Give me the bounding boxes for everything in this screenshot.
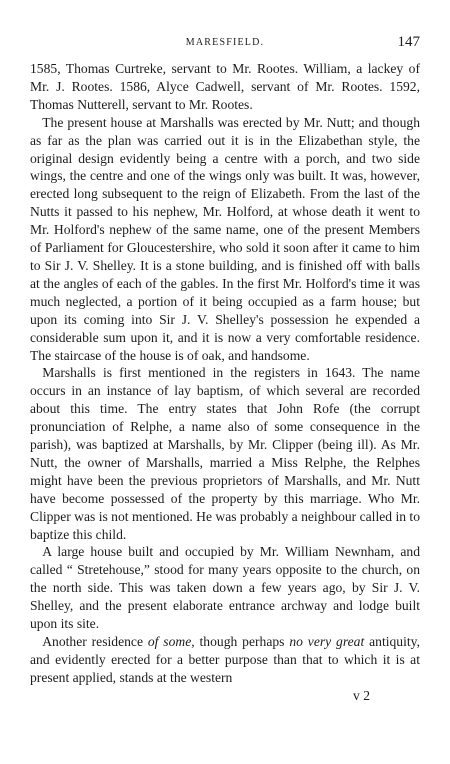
signature-mark: v 2 bbox=[353, 687, 370, 703]
paragraph-another-residence bbox=[30, 633, 420, 687]
paragraph-stretehouse: A large house built and occupied by Mr. William Newnham, and called “ Stretehouse,” stood for many years opposite to the church, on the north side. This was taken down a few years ago, by Sir J. V. Shelley, and the present elaborate entrance archway and lodge built upon its site. bbox=[30, 544, 420, 632]
text-run: , though perhaps bbox=[191, 634, 290, 649]
italic-phrase: of some bbox=[147, 634, 192, 649]
page-number: 147 bbox=[397, 34, 420, 50]
text-run: Another residence bbox=[42, 634, 148, 649]
page-header bbox=[30, 34, 420, 54]
paragraph-marshalls-house: The present house at Marshalls was erected by Mr. Nutt; and though as far as the plan was carried out it is in the Elizabethan style, the original design evidently being a centre with a porch, and two side wings, the centre and one of the wings only was built. It was, however, erected long subsequent to the reign of Elizabeth. From the last of the Nutts it passed to his nephew, Mr. Holford, at whose death it went to Mr. Holford's nephew of the same name, one of the present Members of Parliament for Gloucestershire, who sold it soon after it came to him to Sir J. V. Shelley. It is a stone building, and is finished off with balls at the angles of each of the gables. In the first Mr. Holford's time it was much neglected, a portion of it being occupied as a farm house; but upon its coming into Sir J. V. Shelley's possession he expended a considerable sum upon it, and it is now a very comfortable residence. The staircase of the house is of oak, and handsome. bbox=[30, 114, 420, 363]
italic-phrase: no very great bbox=[289, 634, 365, 649]
book-page bbox=[30, 34, 420, 705]
running-head: MARESFIELD. bbox=[185, 37, 265, 48]
paragraph-marshalls-registers: Marshalls is first mentioned in the registers in 1643. The name occurs in an instance of lay baptism, of which several are recorded about this time. The entry states that John Rofe (the corrupt pronunciation of Relphe, a name also of some consequence in the parish), was baptized at Marshalls, by Mr. Clipper (being ill). As Mr. Nutt, the owner of Marshalls, married a Miss Relphe, the Relphes might have been the previous proprietors of Marshalls, and Mr. Nutt have become possessed of the property by this marriage. Who Mr. Clipper was is not mentioned. He was probably a neighbour called in to baptize this child. bbox=[30, 365, 420, 542]
paragraph-register-entries: 1585, Thomas Curtreke, servant to Mr. Rootes. William, a lackey of Mr. J. Rootes. 1586, Alyce Cadwell, servant of Mr. Rootes. 1592, Thomas Nutterell, servant to Mr. Rootes. bbox=[30, 61, 420, 112]
text-run: antiquity, and evidently erected for a better purpose than that to which it is at present applied, stands at the western bbox=[30, 634, 420, 685]
body-text bbox=[30, 60, 420, 687]
